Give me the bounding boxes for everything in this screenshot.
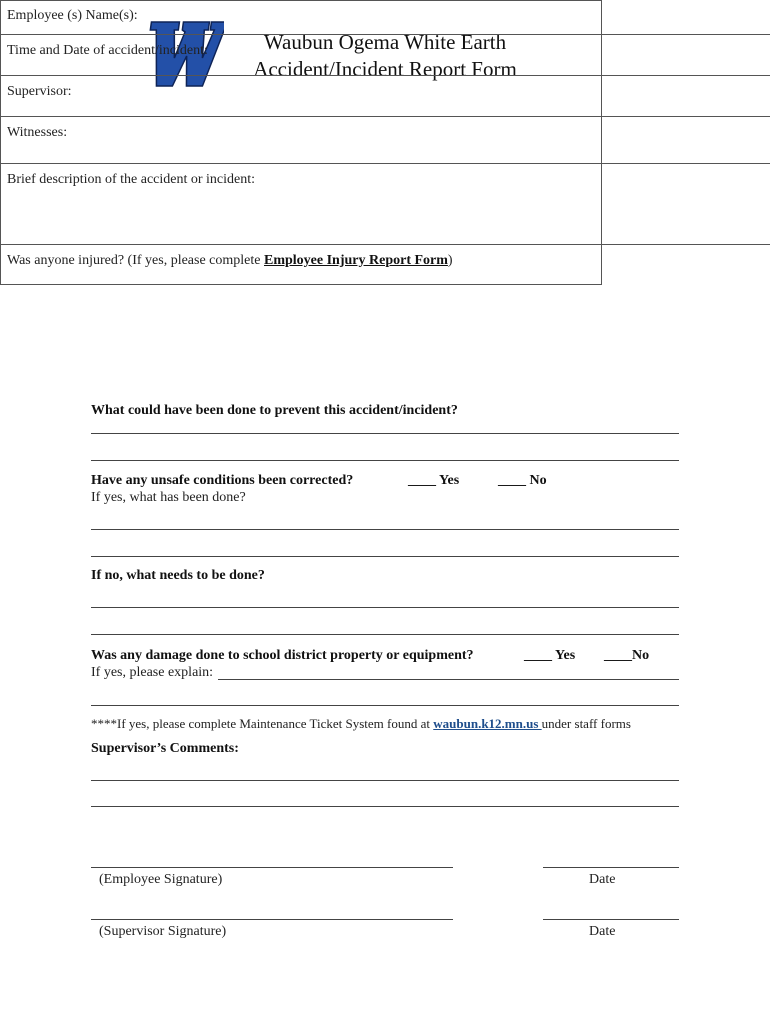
comments-line-2[interactable] xyxy=(91,806,679,807)
witnesses-label: Witnesses: xyxy=(7,125,68,140)
supervisor-label: Supervisor: xyxy=(7,84,72,99)
prevent-answer-line-2[interactable] xyxy=(91,460,679,461)
employee-name-field[interactable] xyxy=(0,0,770,35)
supervisor-date-line[interactable] xyxy=(543,919,679,920)
unsafe-answer-line-2[interactable] xyxy=(91,556,679,557)
info-fields-box xyxy=(0,0,602,285)
form-title-line2: Accident/Incident Report Form xyxy=(253,57,517,81)
description-field[interactable] xyxy=(0,164,770,245)
damage-explain-line[interactable] xyxy=(218,679,679,680)
damage-no-option[interactable]: ____No xyxy=(604,648,650,663)
unsafe-yes-option[interactable]: ____ Yes xyxy=(408,473,460,488)
injury-report-link[interactable]: Employee Injury Report Form xyxy=(264,253,448,268)
damage-explain-label: If yes, please explain: xyxy=(91,665,214,680)
prevent-answer-line-1[interactable] xyxy=(91,433,679,434)
unsafe-question: Have any unsafe conditions been corrected? xyxy=(91,473,354,488)
maintenance-suffix: under staff forms xyxy=(541,716,631,731)
form-title-line1: Waubun Ogema White Earth xyxy=(263,30,507,54)
if-no-answer-line-2[interactable] xyxy=(91,634,679,635)
injury-prefix: Was anyone injured? (If yes, please complete xyxy=(7,253,264,268)
if-no-question: If no, what needs to be done? xyxy=(91,568,265,583)
employee-date-line[interactable] xyxy=(543,867,679,868)
employee-date-label: Date xyxy=(589,872,616,887)
maintenance-note xyxy=(91,716,631,732)
supervisor-signature-line[interactable] xyxy=(91,919,453,920)
description-label: Brief description of the accident or incident: xyxy=(7,172,256,187)
employee-signature-label: (Employee Signature) xyxy=(99,872,223,887)
unsafe-no-option[interactable]: ____ No xyxy=(498,473,547,488)
maintenance-url-link[interactable]: waubun.k12.mn.us xyxy=(433,716,542,731)
if-no-answer-line-1[interactable] xyxy=(91,607,679,608)
injury-suffix: ) xyxy=(447,253,453,268)
employee-name-label: Employee (s) Name(s): xyxy=(7,8,138,23)
damage-answer-line[interactable] xyxy=(91,705,679,706)
comments-line-1[interactable] xyxy=(91,780,679,781)
damage-question: Was any damage done to school district property or equipment? xyxy=(91,648,474,663)
damage-yes-option[interactable]: ____ Yes xyxy=(524,648,576,663)
supervisor-comments-label: Supervisor’s Comments: xyxy=(91,741,239,756)
supervisor-field[interactable] xyxy=(0,76,770,117)
time-date-field[interactable] xyxy=(0,35,770,76)
injury-field[interactable] xyxy=(0,245,770,283)
supervisor-date-label: Date xyxy=(589,924,616,939)
witnesses-field[interactable] xyxy=(0,117,770,164)
unsafe-followup-label: If yes, what has been done? xyxy=(91,490,246,505)
unsafe-answer-line-1[interactable] xyxy=(91,529,679,530)
supervisor-signature-label: (Supervisor Signature) xyxy=(99,924,227,939)
time-date-label: Time and Date of accident/incident: xyxy=(7,43,208,58)
prevent-question: What could have been done to prevent this accident/incident? xyxy=(91,403,458,418)
employee-signature-line[interactable] xyxy=(91,867,453,868)
maintenance-prefix: ****If yes, please complete Maintenance Ticket System found at xyxy=(91,716,434,731)
